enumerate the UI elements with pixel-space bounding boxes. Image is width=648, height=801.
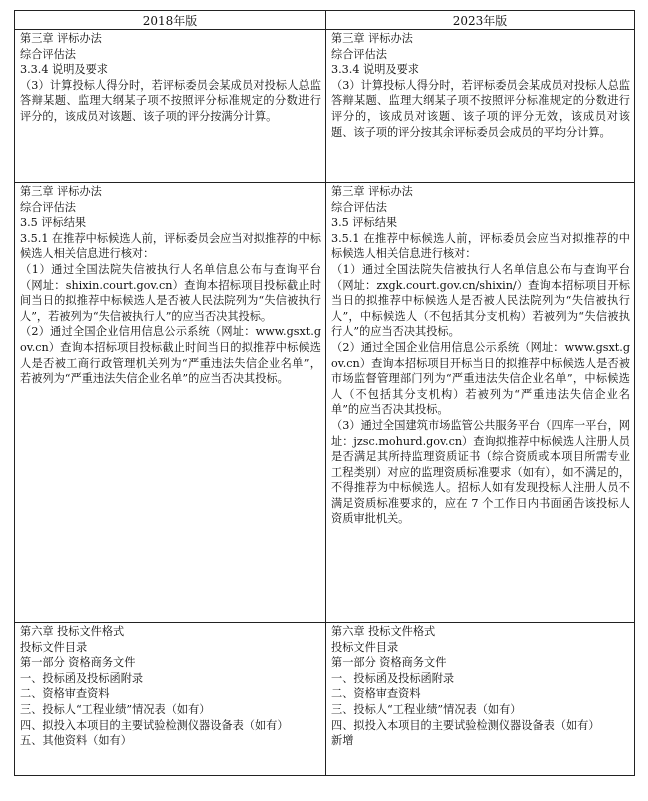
comparison-table: [14, 10, 635, 776]
cell-2023: [326, 183, 635, 623]
list-item: 四、拟投入本项目的主要试验检测仪器设备表（如有）: [20, 718, 289, 732]
list-item: 投标文件目录: [20, 640, 88, 654]
method-title: 综合评估法: [20, 200, 76, 214]
chapter-title: 第六章 投标文件格式: [331, 625, 436, 638]
chapter-title: 第三章 评标办法: [331, 185, 413, 198]
clause-text: （3）计算投标人得分时，若评标委员会某成员对投标人总监答辩某题、监理大纲某子项不按照评分标准规定的分数进行评分的，该成员对该题、该子项的评分按满分计算。: [20, 78, 321, 123]
clause-text: （1）通过全国法院失信被执行人名单信息公布与查询平台（网址：shixin.court.gov.cn）查询本招标项目投标截止时间当日的拟推荐中标候选人是否被人民法院列为“失信被执行人”，若被列为“失信被执行人”的应当否决其投标。: [20, 262, 321, 323]
cell-2023: [326, 30, 635, 183]
section-title: 3.5 评标结果: [331, 216, 398, 230]
clause-text: （3）通过全国建筑市场监管公共服务平台（四库一平台，网址：jzsc.mohurd.gov.cn）查询拟推荐中标候选人注册人员是否满足其所持监理资质证书（综合资质或本项目所需专业工程类别）对应的监理资质标准要求（如有），如不满足的，不得推荐为中标候选人。招标人如有发现投标人注册人员不满足资质标准要求的，应在 7 个工作日内书面函告该投标人资质审批机关。: [331, 418, 630, 526]
header-row: [15, 11, 635, 30]
cell-2018: [15, 183, 326, 623]
list-item: 四、拟投入本项目的主要试验检测仪器设备表（如有）: [331, 718, 600, 732]
header-2018: 2018年版: [15, 11, 326, 30]
list-item: 二、资格审查资料: [20, 687, 110, 701]
list-item: 五、其他资料（如有）: [20, 734, 132, 748]
list-item: 一、投标函及投标函附录: [331, 671, 455, 685]
method-title: 综合评估法: [20, 47, 76, 61]
section-title: 3.5 评标结果: [20, 216, 87, 230]
chapter-title: 第六章 投标文件格式: [20, 625, 125, 638]
list-item: 三、投标人“工程业绩”情况表（如有）: [331, 702, 522, 716]
list-item: 第一部分 资格商务文件: [20, 656, 136, 670]
table-row: [15, 30, 635, 183]
method-title: 综合评估法: [331, 47, 387, 61]
chapter-title: 第三章 评标办法: [331, 32, 413, 45]
cell-2023: [326, 623, 635, 776]
header-2023: 2023年版: [326, 11, 635, 30]
cell-2018: [15, 623, 326, 776]
clause-text: （2）通过全国企业信用信息公示系统（网址：www.gsxt.gov.cn）查询本招标项目投标截止时间当日的拟推荐中标候选人是否被工商行政管理机关列为“严重违法失信企业名单”，若被列为“严重违法失信企业名单”的应当否决其投标。: [20, 325, 321, 386]
clause-text: 3.5.1 在推荐中标候选人前，评标委员会应当对拟推荐的中标候选人相关信息进行核对：: [331, 231, 630, 261]
method-title: 综合评估法: [331, 200, 387, 214]
list-item: 一、投标函及投标函附录: [20, 671, 144, 685]
table-row: [15, 183, 635, 623]
clause-text: （1）通过全国法院失信被执行人名单信息公布与查询平台（网址：zxgk.court.gov.cn/shixin/）查询本招标项目开标当日的拟推荐中标候选人是否被人民法院列为“失信被执行人”，中标候选人（不包括其分支机构）若被列为“失信被执行人”的应当否决其投标。: [331, 262, 630, 339]
list-item: 第一部分 资格商务文件: [331, 656, 447, 670]
clause-text: （2）通过全国企业信用信息公示系统（网址：www.gsxt.gov.cn）查询本招标项目开标当日的拟推荐中标候选人是否被市场监督管理部门列为“严重违法失信企业名单”，中标候选人（不包括其分支机构）若被列为“严重违法失信企业名单”的应当否决其投标。: [331, 340, 630, 417]
list-item: 二、资格审查资料: [331, 687, 421, 701]
clause-text: 3.5.1 在推荐中标候选人前，评标委员会应当对拟推荐的中标候选人相关信息进行核对：: [20, 231, 321, 261]
table-row: [15, 623, 635, 776]
section-title: 3.3.4 说明及要求: [331, 63, 419, 77]
chapter-title: 第三章 评标办法: [20, 185, 102, 198]
section-title: 3.3.4 说明及要求: [20, 63, 108, 77]
clause-text: （3）计算投标人得分时，若评标委员会某成员对投标人总监答辩某题、监理大纲某子项不按照评分标准规定的分数进行评分的，该成员对该题、该子项的评分无效，该成员对该题、该子项的评分按其余评标委员会成员的平均分计算。: [331, 78, 630, 139]
list-item: 三、投标人“工程业绩”情况表（如有）: [20, 702, 211, 716]
cell-2018: [15, 30, 326, 183]
list-item: 新增: [331, 734, 354, 748]
chapter-title: 第三章 评标办法: [20, 32, 102, 45]
list-item: 投标文件目录: [331, 640, 399, 654]
